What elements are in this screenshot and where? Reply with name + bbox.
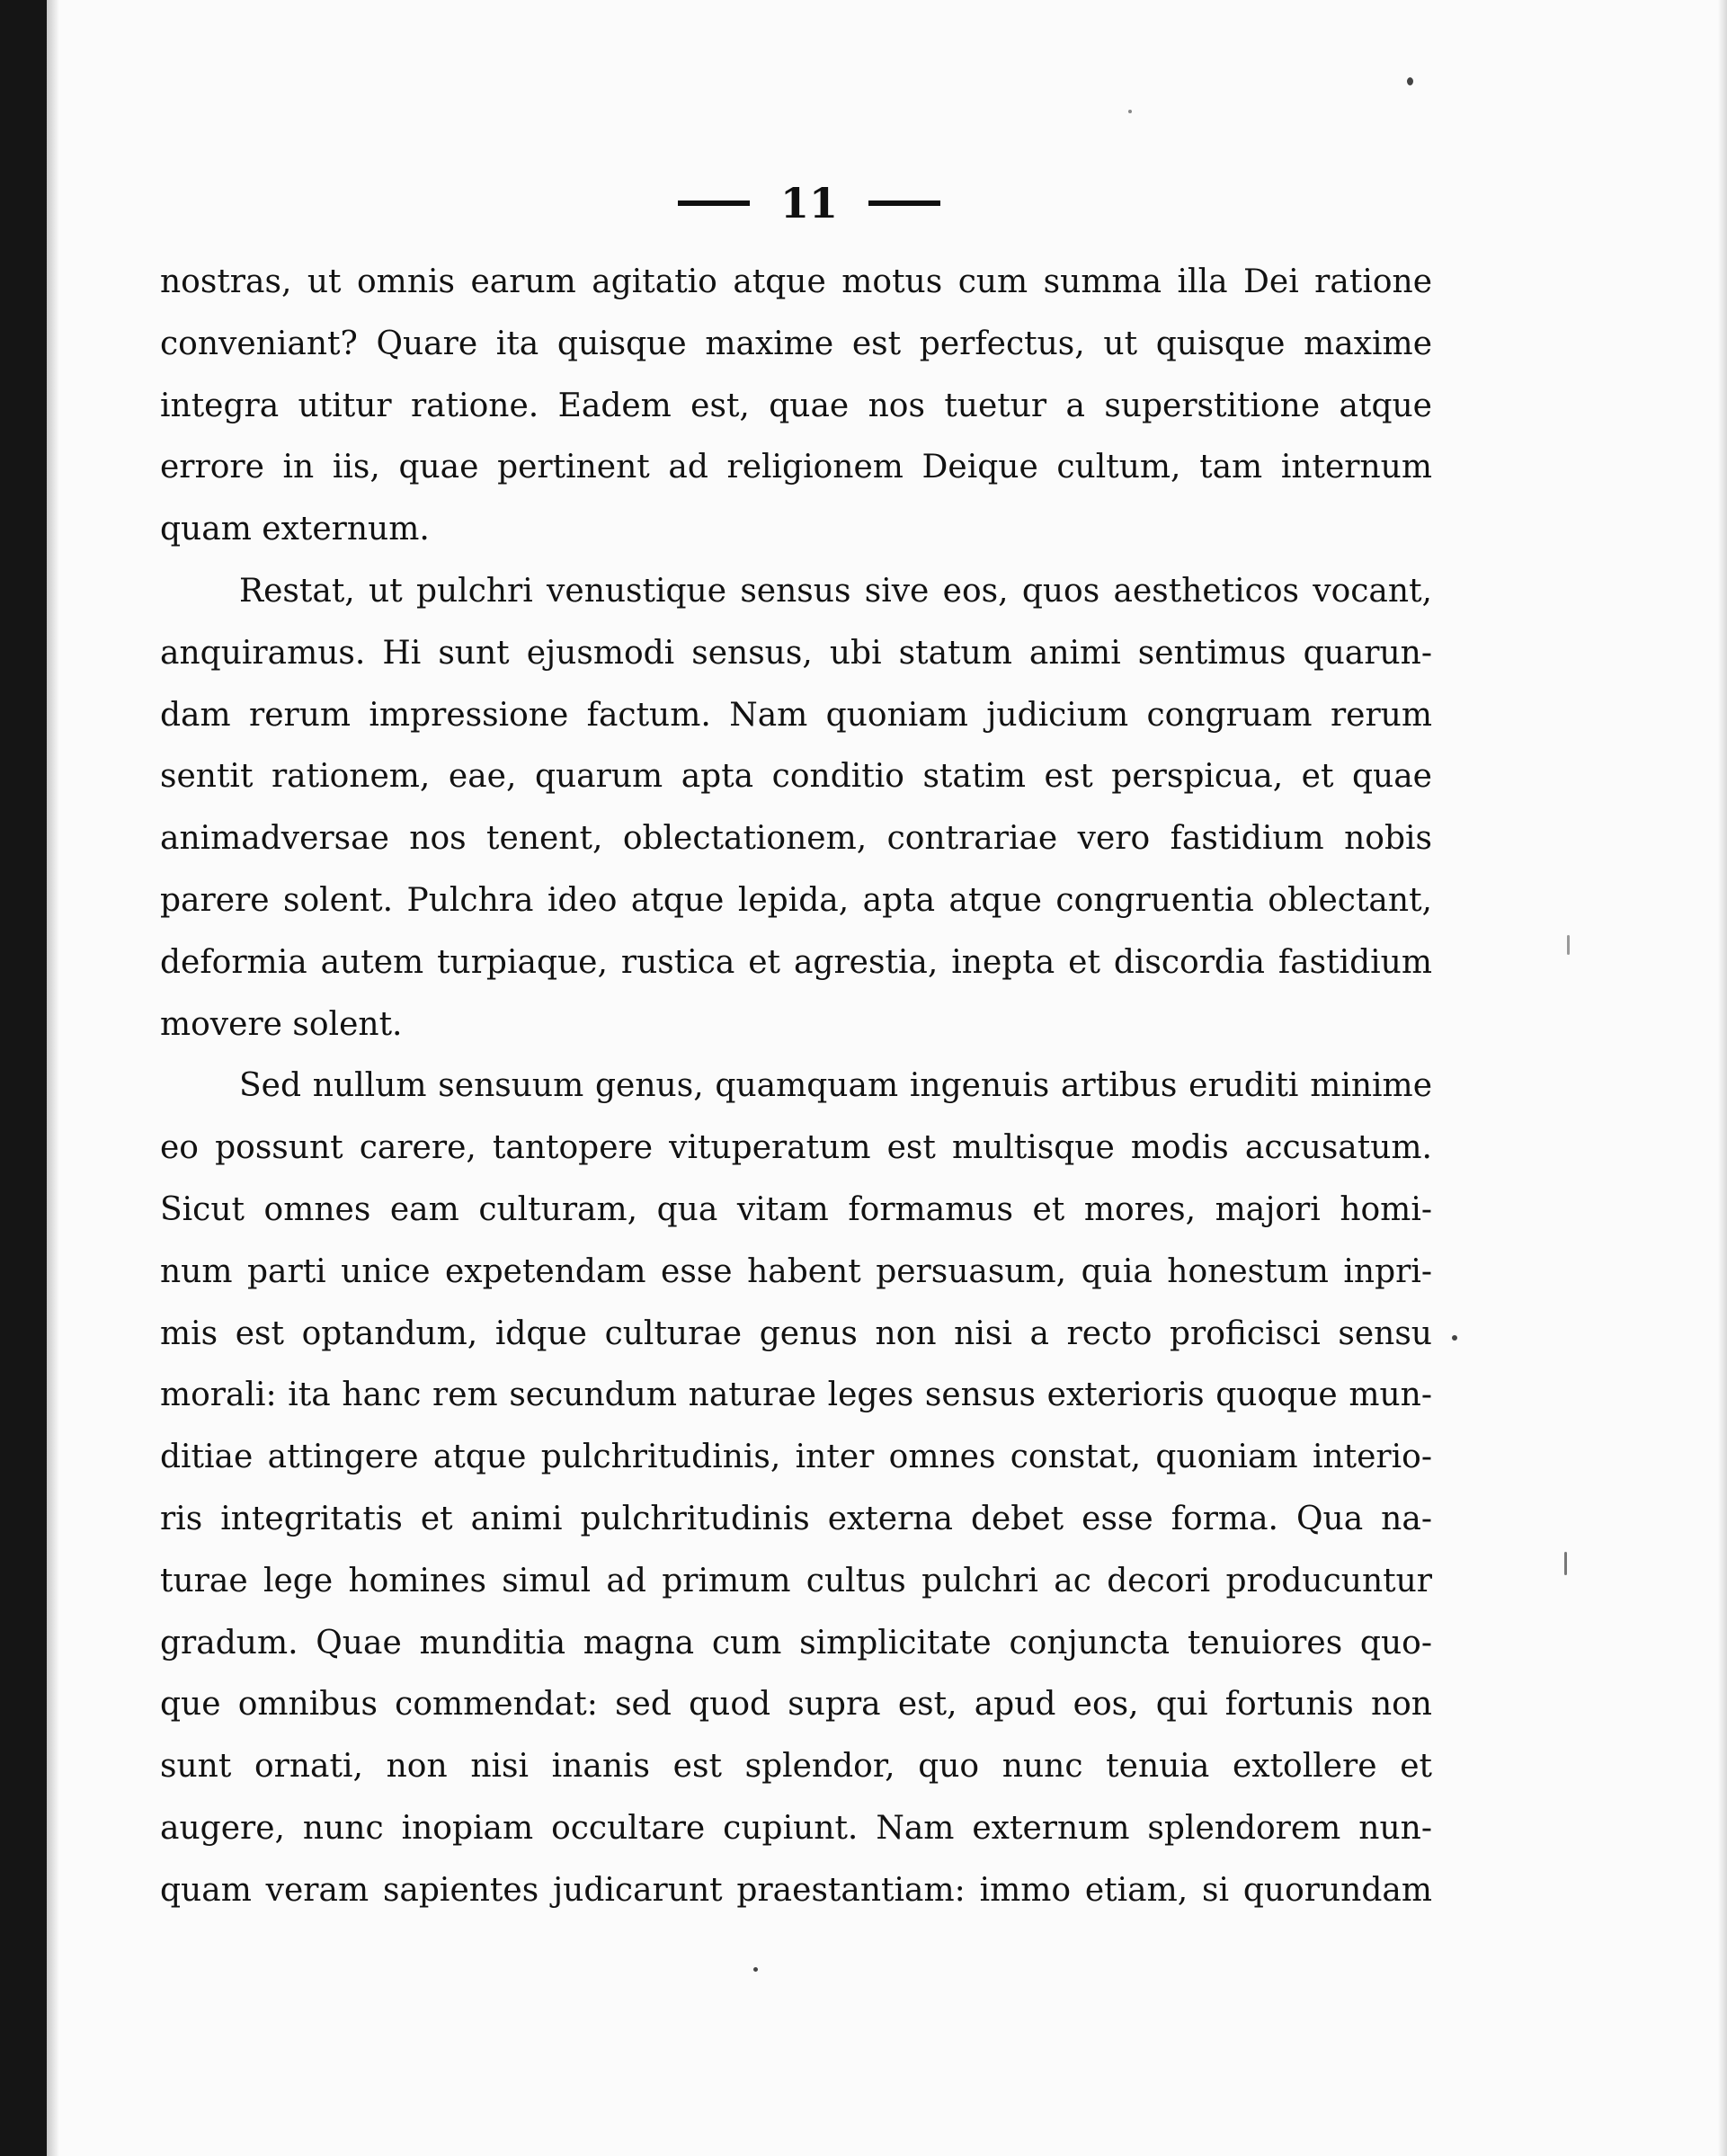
text-line: que omnibus commendat: sed quod supra est, apud eos, qui fortunis non xyxy=(160,1686,1432,1724)
text-line: morali: ita hanc rem secundum naturae leges sensus exterioris quoque mun- xyxy=(160,1376,1432,1414)
text-line: dam rerum impressione factum. Nam quoniam judicium congruam rerum xyxy=(160,696,1432,734)
text-line: Restat, ut pulchri venustique sensus sive eos, quos aestheticos vocant, xyxy=(239,572,1432,610)
text-line: eo possunt carere, tantopere vituperatum est multisque modis accusatum. xyxy=(160,1129,1432,1167)
body-text xyxy=(160,252,1432,1922)
ink-speck xyxy=(1452,1335,1457,1341)
page-number: 11 xyxy=(779,179,838,227)
text-line: Sicut omnes eam culturam, qua vitam formamus et mores, majori homi- xyxy=(160,1190,1432,1228)
text-line: deformia autem turpiaque, rustica et agrestia, inepta et discordia fastidium xyxy=(160,943,1432,981)
text-line: quam externum. xyxy=(160,511,430,548)
text-line: movere solent. xyxy=(160,1005,403,1043)
text-line: mis est optandum, idque culturae genus non nisi a recto proficisci sensu xyxy=(160,1314,1432,1352)
text-line: nostras, ut omnis earum agitatio atque motus cum summa illa Dei ratione xyxy=(160,263,1432,300)
text-line: integra utitur ratione. Eadem est, quae nos tuetur a superstitione atque xyxy=(160,387,1432,424)
ink-speck xyxy=(1128,110,1132,113)
scan-right-border xyxy=(1718,0,1727,2156)
text-line: sentit rationem, eae, quarum apta conditio statim est perspicua, et quae xyxy=(160,758,1432,796)
text-line: sunt ornati, non nisi inanis est splendor, quo nunc tenuia extollere et xyxy=(160,1748,1432,1786)
text-line: errore in iis, quae pertinent ad religionem Deique cultum, tam internum xyxy=(160,449,1432,486)
text-line: augere, nunc inopiam occultare cupiunt. Nam externum splendorem nun- xyxy=(160,1809,1432,1847)
text-line: animadversae nos tenent, oblectationem, contrariae vero fastidium nobis xyxy=(160,820,1432,858)
text-line: anquiramus. Hi sunt ejusmodi sensus, ubi statum animi sentimus quarun- xyxy=(160,634,1432,672)
ink-speck xyxy=(1564,1552,1567,1575)
page-number-header xyxy=(629,167,989,239)
scan-left-border xyxy=(0,0,47,2156)
text-line: Sed nullum sensuum genus, quamquam ingenuis artibus eruditi minime xyxy=(239,1067,1432,1105)
text-line: ris integritatis et animi pulchritudinis externa debet esse forma. Qua na- xyxy=(160,1500,1432,1537)
text-line: num parti unice expetendam esse habent persuasum, quia honestum inpri- xyxy=(160,1252,1432,1290)
text-line: parere solent. Pulchra ideo atque lepida, apta atque congruentia oblectant, xyxy=(160,881,1432,919)
text-line: turae lege homines simul ad primum cultus pulchri ac decori producuntur xyxy=(160,1562,1432,1599)
ink-speck xyxy=(1567,935,1570,955)
ink-speck xyxy=(753,1967,758,1972)
right-dash xyxy=(868,200,940,206)
scan-page-gutter xyxy=(47,0,59,2156)
ink-speck xyxy=(1407,77,1413,85)
text-line: ditiae attingere atque pulchritudinis, inter omnes constat, quoniam interio- xyxy=(160,1439,1432,1476)
text-line: conveniant? Quare ita quisque maxime est perfectus, ut quisque maxime xyxy=(160,325,1432,362)
text-line: gradum. Quae munditia magna cum simplicitate conjuncta tenuiores quo- xyxy=(160,1624,1432,1662)
left-dash xyxy=(678,200,750,206)
text-line: quam veram sapientes judicarunt praestantiam: immo etiam, si quorundam xyxy=(160,1871,1432,1909)
